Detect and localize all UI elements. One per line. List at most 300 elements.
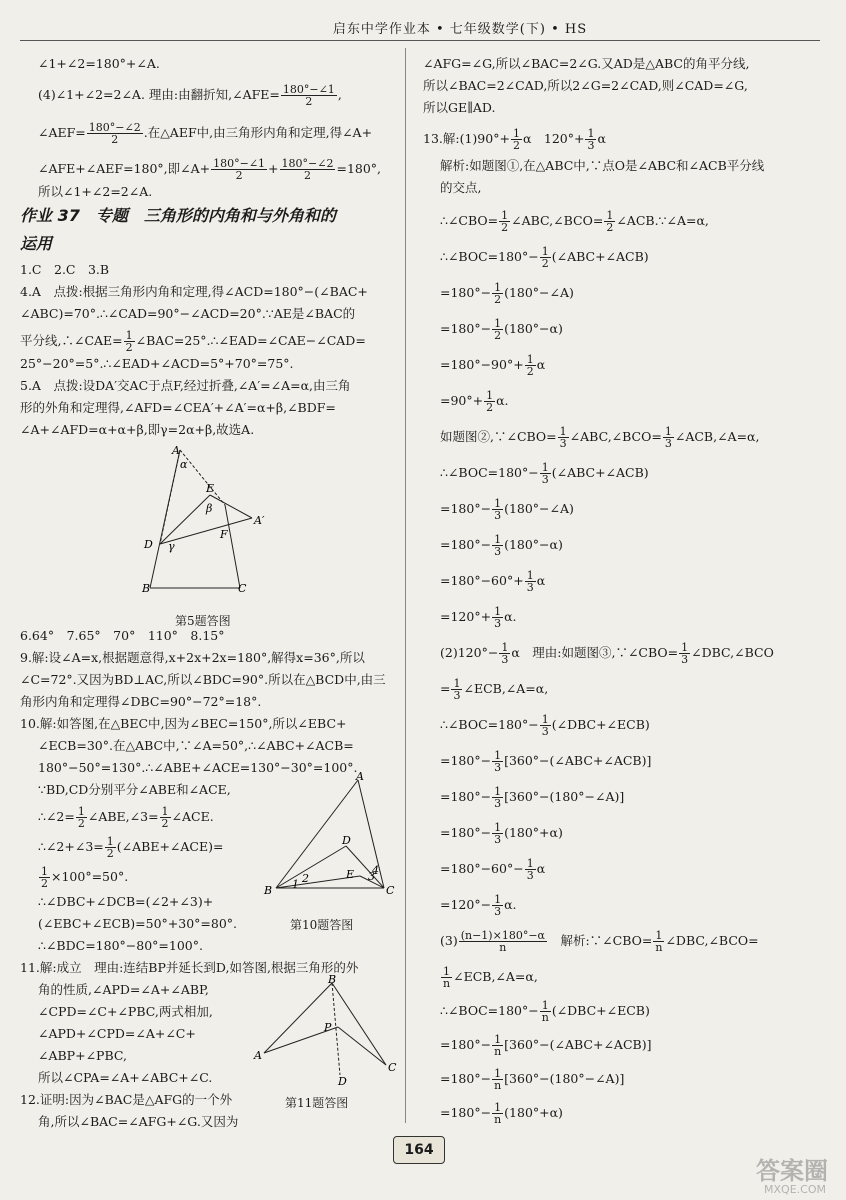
answer-line: 形的外角和定理得,∠AFD=∠CEA′+∠A′=α+β,∠BDF= bbox=[20, 400, 336, 415]
numerator: 1 bbox=[494, 785, 502, 798]
text: = bbox=[440, 681, 451, 696]
label-a: A bbox=[356, 770, 364, 783]
text: ∴∠2= bbox=[38, 809, 75, 824]
text-line: 所以∠1+∠2=2∠A. bbox=[38, 184, 153, 199]
label-d: D bbox=[338, 1075, 347, 1087]
text: 平分线,∴∠CAE= bbox=[20, 333, 123, 348]
label-c: C bbox=[238, 582, 247, 595]
text: =180°− bbox=[440, 1071, 492, 1086]
figure-q11 bbox=[252, 975, 402, 1087]
answer-line bbox=[38, 866, 128, 889]
text: (∠ABC+∠ACB) bbox=[551, 465, 649, 480]
fraction bbox=[679, 642, 690, 665]
numerator: 1 bbox=[606, 209, 614, 222]
denominator: 2 bbox=[606, 221, 614, 234]
fraction bbox=[492, 750, 503, 773]
fraction bbox=[492, 282, 503, 305]
text-line: 解析:如题图①,在△ABC中,∵点O是∠ABC和∠ACB平分线 bbox=[440, 158, 765, 173]
text: α 120°+ bbox=[522, 131, 585, 146]
figure-q5 bbox=[140, 440, 280, 605]
label-p: P bbox=[324, 1021, 332, 1034]
denominator: 3 bbox=[541, 725, 549, 738]
answer-line: ∠CPD=∠C+∠PBC,两式相加, bbox=[38, 1004, 213, 1019]
denominator: 2 bbox=[111, 133, 119, 146]
text: (180°+α) bbox=[504, 1105, 563, 1120]
fraction bbox=[604, 210, 615, 233]
label-b: B bbox=[142, 582, 151, 595]
watermark-url: MXQE.COM bbox=[764, 1183, 826, 1196]
text: =90°+ bbox=[440, 393, 484, 408]
text: ∠ACB.∵∠A=α, bbox=[616, 213, 709, 228]
label-a-prime: A′ bbox=[254, 514, 265, 527]
fraction bbox=[499, 210, 510, 233]
fraction bbox=[459, 930, 547, 953]
answer-line bbox=[38, 836, 223, 859]
fraction bbox=[124, 330, 135, 353]
text: (180°+α) bbox=[504, 825, 563, 840]
text: ∴∠BOC=180°− bbox=[440, 1003, 539, 1018]
denominator: 2 bbox=[106, 847, 114, 860]
answer-line: 角,所以∠BAC=∠AFG+∠G.又因为 bbox=[38, 1114, 239, 1129]
fraction bbox=[492, 534, 503, 557]
answer-line: 角形内角和定理得∠DBC=90°−72°=18°. bbox=[20, 694, 262, 709]
text: ∠ABE,∠3= bbox=[87, 809, 159, 824]
denominator: 2 bbox=[526, 365, 534, 378]
text: α bbox=[536, 357, 546, 372]
answer-line: ∠ABP+∠PBC, bbox=[38, 1048, 127, 1063]
text: ∠AFE+∠AEF=180°,即∠A+ bbox=[38, 161, 211, 176]
numerator: 1 bbox=[494, 821, 502, 834]
numerator: 1 bbox=[559, 425, 567, 438]
label-c: C bbox=[388, 1061, 397, 1074]
fraction bbox=[492, 606, 503, 629]
text: =180°− bbox=[440, 825, 492, 840]
text: 解析:∵∠CBO= bbox=[547, 933, 653, 948]
denominator: n bbox=[499, 941, 507, 954]
denominator: 3 bbox=[494, 509, 502, 522]
text: (180°−α) bbox=[504, 537, 563, 552]
text: (4)∠1+∠2=2∠A. 理由:由翻折知,∠AFE= bbox=[38, 87, 280, 102]
label-beta: β bbox=[206, 502, 213, 515]
answer-line: 1.C 2.C 3.B bbox=[20, 262, 110, 277]
answer-line: 12.证明:因为∠BAC是△AFG的一个外 bbox=[20, 1092, 233, 1107]
text: [360°−(∠ABC+∠ACB)] bbox=[504, 1037, 652, 1052]
fraction bbox=[653, 930, 664, 953]
numerator: 1 bbox=[653, 930, 664, 942]
text-line: 所以∠BAC=2∠CAD,所以2∠G=2∠CAD,则∠CAD=∠G, bbox=[423, 78, 748, 93]
numerator: 1 bbox=[494, 893, 502, 906]
text-line: (4)∠1+∠2=2∠A. 理由:由翻折知,∠AFE= $\frac{180^\circ-\angle 1}{2}$ , bbox=[38, 83, 342, 108]
answer-line: 所以∠CPA=∠A+∠ABC+∠C. bbox=[38, 1070, 213, 1085]
numerator: 1 bbox=[541, 713, 549, 726]
numerator: 1 bbox=[494, 281, 502, 294]
answer-line: 10.解:如答图,在△BEC中,因为∠BEC=150°,所以∠EBC+ bbox=[20, 716, 347, 731]
text-line: ∠1+∠2=180°+∠A. bbox=[38, 56, 160, 71]
text: =180°−90°+ bbox=[440, 357, 524, 372]
eq-line bbox=[440, 750, 651, 773]
denominator: n bbox=[541, 1011, 549, 1024]
numerator: 1 bbox=[492, 1102, 503, 1114]
fraction bbox=[492, 1102, 503, 1125]
numerator: 180°−∠2 bbox=[281, 157, 334, 170]
numerator: (n−1)×180°−α bbox=[460, 929, 545, 942]
fraction bbox=[540, 246, 551, 269]
text: α bbox=[536, 861, 546, 876]
denominator: 3 bbox=[526, 581, 534, 594]
denominator: 3 bbox=[541, 473, 549, 486]
fraction bbox=[280, 158, 336, 181]
label-2: 2 bbox=[302, 872, 309, 885]
text: [360°−(∠ABC+∠ACB)] bbox=[504, 753, 652, 768]
fraction bbox=[492, 822, 503, 845]
numerator: 1 bbox=[526, 353, 534, 366]
answer-line: ∴∠BDC=180°−80°=100°. bbox=[38, 938, 203, 953]
denominator: n bbox=[655, 941, 663, 954]
figure-caption: 第10题答图 bbox=[290, 918, 354, 932]
eq-line bbox=[440, 894, 516, 917]
label-e: E bbox=[346, 868, 355, 881]
text: ∠ACE. bbox=[171, 809, 214, 824]
fraction bbox=[492, 786, 503, 809]
eq-line bbox=[440, 786, 624, 809]
page-number: 164 bbox=[393, 1136, 445, 1164]
fraction bbox=[87, 122, 143, 145]
text: + bbox=[268, 161, 279, 176]
numerator: 1 bbox=[526, 857, 534, 870]
text: ∴∠BOC=180°− bbox=[440, 717, 539, 732]
text: =180°− bbox=[440, 1105, 492, 1120]
denominator: 2 bbox=[125, 341, 133, 354]
text: α. bbox=[504, 609, 517, 624]
answer-line: 180°−50°=130°.∴∠ABE+∠ACE=130°−30°=100°. bbox=[38, 760, 358, 775]
text: ∴∠BOC=180°− bbox=[440, 465, 539, 480]
denominator: 2 bbox=[541, 257, 549, 270]
label-3: 3 bbox=[368, 870, 375, 883]
header-rule bbox=[20, 40, 820, 41]
denominator: 2 bbox=[161, 817, 169, 830]
denominator: 3 bbox=[526, 869, 534, 882]
fraction bbox=[492, 894, 503, 917]
eq-line bbox=[440, 426, 759, 449]
numerator: 1 bbox=[453, 677, 461, 690]
label-f: F bbox=[220, 528, 228, 541]
eq-line bbox=[440, 498, 574, 521]
text: ∠ECB,∠A=α, bbox=[453, 969, 538, 984]
fraction bbox=[492, 1068, 503, 1091]
fraction bbox=[105, 836, 116, 859]
numerator: 1 bbox=[486, 389, 494, 402]
text-line: 的交点, bbox=[440, 180, 482, 195]
text: α. bbox=[504, 897, 517, 912]
text: ∴∠BOC=180°− bbox=[440, 249, 539, 264]
numerator: 1 bbox=[540, 1000, 551, 1012]
text: ∠AEF= bbox=[38, 125, 86, 140]
fraction bbox=[451, 678, 462, 701]
denominator: 3 bbox=[664, 437, 672, 450]
denominator: 2 bbox=[41, 877, 48, 890]
denominator: 3 bbox=[494, 761, 502, 774]
fraction bbox=[540, 714, 551, 737]
text: α bbox=[536, 573, 546, 588]
eq-line bbox=[440, 822, 563, 845]
denominator: 3 bbox=[453, 689, 461, 702]
section-title: 作业 37 专题 三角形的内角和与外角和的 bbox=[20, 206, 336, 225]
numerator: 180°−∠2 bbox=[88, 121, 141, 134]
fraction bbox=[558, 426, 569, 449]
denominator: 3 bbox=[494, 905, 502, 918]
text: (180°−α) bbox=[504, 321, 563, 336]
eq-line bbox=[440, 1000, 650, 1023]
numerator: 1 bbox=[541, 461, 549, 474]
eq-line bbox=[440, 210, 709, 233]
text: ∠DBC,∠BCO bbox=[691, 645, 774, 660]
fraction bbox=[525, 858, 536, 881]
answer-line: 角的性质,∠APD=∠A+∠ABP, bbox=[38, 982, 209, 997]
numerator: 1 bbox=[125, 329, 133, 342]
answer-line: ∵BD,CD分别平分∠ABE和∠ACE, bbox=[38, 782, 231, 797]
label-d: D bbox=[342, 834, 351, 847]
label-c: C bbox=[386, 884, 395, 897]
label-a: A bbox=[172, 444, 180, 457]
answer-line: ∠ABC)=70°.∴∠CAD=90°−∠ACD=20°.∵AE是∠BAC的 bbox=[20, 306, 356, 321]
text: =180°− bbox=[440, 1037, 492, 1052]
answer-line: 11.解:成立 理由:连结BP并延长到D,如答图,根据三角形的外 bbox=[20, 960, 359, 975]
numerator: 1 bbox=[526, 569, 534, 582]
eq-line bbox=[440, 606, 516, 629]
label-b: B bbox=[264, 884, 273, 897]
text: =120°+ bbox=[440, 609, 492, 624]
eq-line bbox=[440, 534, 563, 557]
fraction bbox=[492, 498, 503, 521]
fraction bbox=[39, 866, 50, 889]
fraction bbox=[211, 158, 267, 181]
text-line bbox=[38, 122, 372, 145]
answer-line: 5.A 点拨:设DA′交AC于点F,经过折叠,∠A′=∠A=α,由三角 bbox=[20, 378, 351, 393]
numerator: 1 bbox=[664, 425, 672, 438]
text: α 理由:如题图③,∵∠CBO= bbox=[511, 645, 679, 660]
numerator: 1 bbox=[492, 1034, 503, 1046]
text: ∠ECB,∠A=α, bbox=[463, 681, 549, 696]
label-d: D bbox=[144, 538, 153, 551]
text: α. bbox=[496, 393, 509, 408]
denominator: 3 bbox=[494, 833, 502, 846]
numerator: 1 bbox=[494, 749, 502, 762]
eq-line bbox=[440, 570, 545, 593]
section-title-cont: 运用 bbox=[20, 234, 53, 253]
label-1: 1 bbox=[292, 878, 299, 891]
text: ×100°=50°. bbox=[51, 869, 129, 884]
figure-caption: 第11题答图 bbox=[285, 1096, 349, 1110]
text-line bbox=[38, 158, 381, 181]
text-line: 所以GE∥AD. bbox=[423, 100, 496, 115]
denominator: 3 bbox=[587, 139, 595, 152]
denominator: n bbox=[494, 1079, 502, 1092]
denominator: 3 bbox=[494, 545, 502, 558]
denominator: 2 bbox=[494, 329, 502, 342]
denominator: 3 bbox=[681, 653, 689, 666]
numerator: 1 bbox=[681, 641, 689, 654]
text: ∠ABC,∠BCO= bbox=[569, 429, 662, 444]
text: 13.解:(1)90°+ bbox=[423, 131, 510, 146]
figure-q10 bbox=[262, 770, 402, 900]
label-e: E bbox=[206, 482, 215, 495]
eq-line bbox=[440, 354, 545, 377]
text: α bbox=[597, 131, 606, 146]
fraction bbox=[540, 1000, 551, 1023]
text: 如题图②,∵∠CBO= bbox=[440, 429, 557, 444]
answer-line: 4.A 点拨:根据三角形内角和定理,得∠ACD=180°−(∠BAC+ bbox=[20, 284, 368, 299]
text: =180°− bbox=[440, 321, 492, 336]
fraction bbox=[499, 642, 510, 665]
text: ∴∠CBO= bbox=[440, 213, 499, 228]
denominator: 2 bbox=[77, 817, 85, 830]
eq-line bbox=[440, 642, 774, 665]
answer-line: 6.64° 7.65° 70° 110° 8.15° bbox=[20, 628, 225, 643]
eq-line bbox=[440, 390, 509, 413]
denominator: n bbox=[494, 1113, 502, 1126]
fraction bbox=[492, 1034, 503, 1057]
page-header: 启东中学作业本 • 七年级数学(下) • HS bbox=[332, 22, 588, 37]
fraction bbox=[160, 806, 171, 829]
answer-line: ∠APD+∠CPD=∠A+∠C+ bbox=[38, 1026, 196, 1041]
eq-line bbox=[440, 930, 759, 953]
fraction bbox=[511, 128, 522, 151]
answer-line: ∠A+∠AFD=α+α+β,即γ=2α+β,故选A. bbox=[20, 422, 255, 437]
text: ∴∠2+∠3= bbox=[38, 839, 104, 854]
label-alpha: α bbox=[180, 458, 188, 471]
answer-line: (∠EBC+∠ECB)=50°+30°=80°. bbox=[38, 916, 238, 931]
fraction bbox=[76, 806, 87, 829]
text: ∠ABC,∠BCO= bbox=[511, 213, 604, 228]
text: =120°− bbox=[440, 897, 492, 912]
fraction bbox=[540, 462, 551, 485]
answer-line: ∴∠DBC+∠DCB=(∠2+∠3)+ bbox=[38, 894, 214, 909]
eq-line bbox=[440, 246, 649, 269]
figure-caption: 第5题答图 bbox=[175, 614, 231, 628]
text: (180°−∠A) bbox=[504, 285, 574, 300]
numerator: 1 bbox=[541, 245, 549, 258]
eq-line bbox=[440, 714, 650, 737]
fraction bbox=[525, 354, 536, 377]
eq-line bbox=[440, 318, 563, 341]
eq-line bbox=[440, 1034, 651, 1057]
denominator: 3 bbox=[494, 797, 502, 810]
text: (∠DBC+∠ECB) bbox=[551, 717, 650, 732]
text: .在△AEF中,由三角形内角和定理,得∠A+ bbox=[143, 125, 373, 140]
fraction bbox=[492, 318, 503, 341]
numerator: 1 bbox=[501, 641, 509, 654]
numerator: 1 bbox=[494, 605, 502, 618]
text: (3) bbox=[440, 933, 458, 948]
denominator: 3 bbox=[494, 617, 502, 630]
watermark-logo: 答案圈 bbox=[756, 1157, 828, 1185]
text: (180°−∠A) bbox=[504, 501, 574, 516]
numerator: 1 bbox=[494, 317, 502, 330]
text: =180°− bbox=[440, 537, 492, 552]
numerator: 1 bbox=[41, 865, 48, 878]
denominator: 3 bbox=[501, 653, 509, 666]
text: (2) bbox=[440, 645, 458, 660]
denominator: 2 bbox=[305, 95, 313, 108]
denominator: n bbox=[494, 1045, 502, 1058]
text: =180°, bbox=[336, 161, 382, 176]
eq-line bbox=[440, 966, 538, 989]
text-line: ∠AFG=∠G,所以∠BAC=2∠G.又AD是△ABC的角平分线, bbox=[423, 56, 750, 71]
eq-line bbox=[440, 678, 548, 701]
label-a: A bbox=[254, 1049, 262, 1062]
denominator: 2 bbox=[501, 221, 509, 234]
denominator: 2 bbox=[304, 169, 311, 182]
numerator: 180°−∠1 bbox=[213, 157, 266, 170]
fraction bbox=[281, 84, 337, 107]
numerator: 1 bbox=[512, 127, 520, 140]
answer-line: 9.解:设∠A=x,根据题意得,x+2x+2x=180°,解得x=36°,所以 bbox=[20, 650, 365, 665]
text: =180°−60°+ bbox=[440, 573, 524, 588]
eq-line bbox=[440, 462, 649, 485]
answer-line bbox=[423, 128, 606, 151]
fraction bbox=[484, 390, 495, 413]
text: (∠ABC+∠ACB) bbox=[551, 249, 649, 264]
text: [360°−(180°−∠A)] bbox=[504, 1071, 625, 1086]
eq-line bbox=[440, 282, 574, 305]
denominator: n bbox=[443, 977, 451, 990]
column-divider bbox=[405, 48, 406, 1123]
answer-line: 25°−20°=5°.∴∠EAD+∠ACD=5°+70°=75°. bbox=[20, 356, 294, 371]
eq-line bbox=[440, 858, 545, 881]
numerator: 1 bbox=[161, 805, 169, 818]
label-b: B bbox=[328, 975, 337, 986]
answer-line: ∠ECB=30°.在△ABC中,∵∠A=50°,∴∠ABC+∠ACB= bbox=[38, 738, 354, 753]
numerator: 1 bbox=[77, 805, 85, 818]
answer-line bbox=[38, 806, 214, 829]
fraction bbox=[441, 966, 452, 989]
text: ∠DBC,∠BCO= bbox=[665, 933, 759, 948]
text: (∠DBC+∠ECB) bbox=[551, 1003, 650, 1018]
text: [360°−(180°−∠A)] bbox=[504, 789, 625, 804]
label-4: 4 bbox=[372, 864, 379, 877]
eq-line bbox=[440, 1068, 624, 1091]
text: 120°− bbox=[457, 645, 499, 660]
fraction bbox=[585, 128, 596, 151]
numerator: 1 bbox=[441, 966, 452, 978]
numerator: 180°−∠1 bbox=[282, 83, 335, 96]
text: ∠BAC=25°.∴∠EAD=∠CAE−∠CAD= bbox=[135, 333, 366, 348]
eq-line bbox=[440, 1102, 563, 1125]
text: (∠ABE+∠ACE)= bbox=[116, 839, 224, 854]
text: =180°−60°− bbox=[440, 861, 524, 876]
numerator: 1 bbox=[494, 533, 502, 546]
numerator: 1 bbox=[492, 1068, 503, 1080]
denominator: 2 bbox=[512, 139, 520, 152]
text: =180°− bbox=[440, 501, 492, 516]
denominator: 2 bbox=[235, 169, 243, 182]
numerator: 1 bbox=[494, 497, 502, 510]
answer-line: ∠C=72°.又因为BD⊥AC,所以∠BDC=90°.所以在△BCD中,由三 bbox=[20, 672, 386, 687]
text: =180°− bbox=[440, 753, 492, 768]
numerator: 1 bbox=[587, 127, 595, 140]
fraction bbox=[525, 570, 536, 593]
text: ∠ACB,∠A=α, bbox=[674, 429, 760, 444]
denominator: 2 bbox=[486, 401, 494, 414]
denominator: 2 bbox=[494, 293, 502, 306]
fraction bbox=[663, 426, 674, 449]
text: =180°− bbox=[440, 285, 492, 300]
label-gamma: γ bbox=[168, 540, 175, 553]
text: =180°− bbox=[440, 789, 492, 804]
answer-line bbox=[20, 330, 366, 353]
denominator: 3 bbox=[559, 437, 567, 450]
numerator: 1 bbox=[106, 835, 114, 848]
